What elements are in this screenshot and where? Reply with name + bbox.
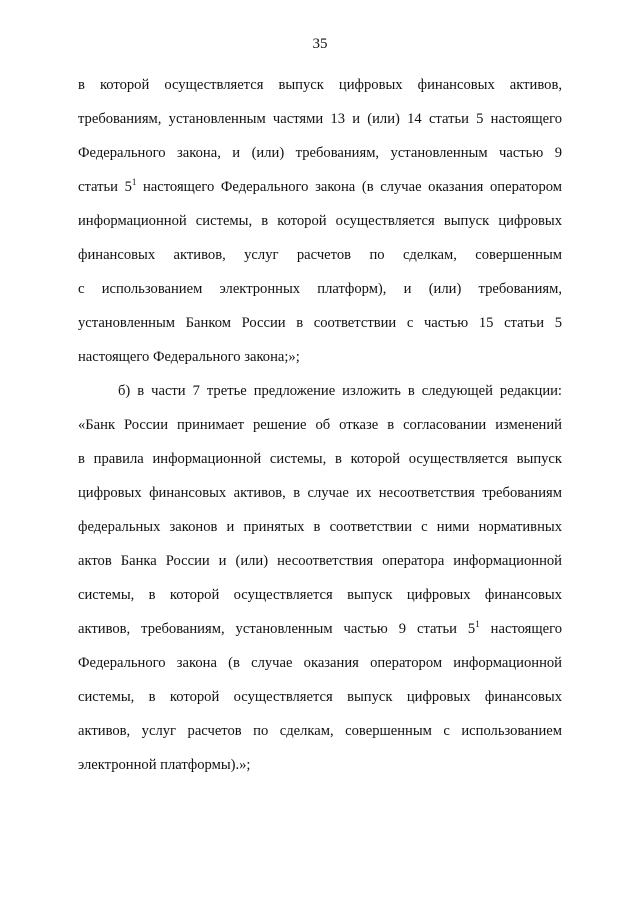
- text-line: в правила информационной системы, в которой осуществляется выпуск: [78, 451, 562, 467]
- text-fragment: активов, требованиям, установленным частью 9 статьи 5: [78, 621, 476, 637]
- paragraph-continuation: [78, 68, 562, 374]
- text-line: электронной платформы).»;: [78, 757, 251, 773]
- text-line: б) в части 7 третье предложение изложить в следующей редакции:: [118, 383, 562, 399]
- text-line: федеральных законов и принятых в соответствии с ними нормативных: [78, 519, 562, 535]
- text-fragment: статьи 5: [78, 179, 132, 195]
- text-fragment: настоящего: [479, 621, 562, 637]
- text-line: установленным Банком России в соответствии с частью 15 статьи 5: [78, 315, 562, 331]
- superscript: 1: [475, 619, 480, 629]
- text-line-with-superscript: [78, 170, 562, 204]
- page-number: 35: [312, 36, 328, 52]
- text-fragment: настоящего Федерального закона (в случае оказания оператором: [136, 179, 562, 195]
- text-line: требованиям, установленным частями 13 и (или) 14 статьи 5 настоящего: [78, 111, 562, 127]
- text-line-with-superscript: [78, 612, 562, 646]
- text-line: «Банк России принимает решение об отказе в согласовании изменений: [78, 417, 562, 433]
- text-line: финансовых активов, услуг расчетов по сделкам, совершенным: [78, 247, 562, 263]
- text-line: в которой осуществляется выпуск цифровых финансовых активов,: [78, 77, 562, 93]
- text-line: активов, услуг расчетов по сделкам, совершенным с использованием: [78, 723, 562, 739]
- text-line: Федерального закона (в случае оказания оператором информационной: [78, 655, 562, 671]
- text-line: системы, в которой осуществляется выпуск цифровых финансовых: [78, 689, 562, 705]
- text-line: системы, в которой осуществляется выпуск цифровых финансовых: [78, 587, 562, 603]
- text-line: настоящего Федерального закона;»;: [78, 349, 300, 365]
- text-line: с использованием электронных платформ), и (или) требованиям,: [78, 281, 562, 297]
- text-line: актов Банка России и (или) несоответствия оператора информационной: [78, 553, 562, 569]
- paragraph-amendment: [78, 374, 562, 782]
- superscript: 1: [131, 177, 137, 187]
- text-line: цифровых финансовых активов, в случае их несоответствия требованиям: [78, 485, 562, 501]
- text-line: информационной системы, в которой осуществляется выпуск цифровых: [78, 213, 562, 229]
- text-line: Федерального закона, и (или) требованиям, установленным частью 9: [78, 145, 562, 161]
